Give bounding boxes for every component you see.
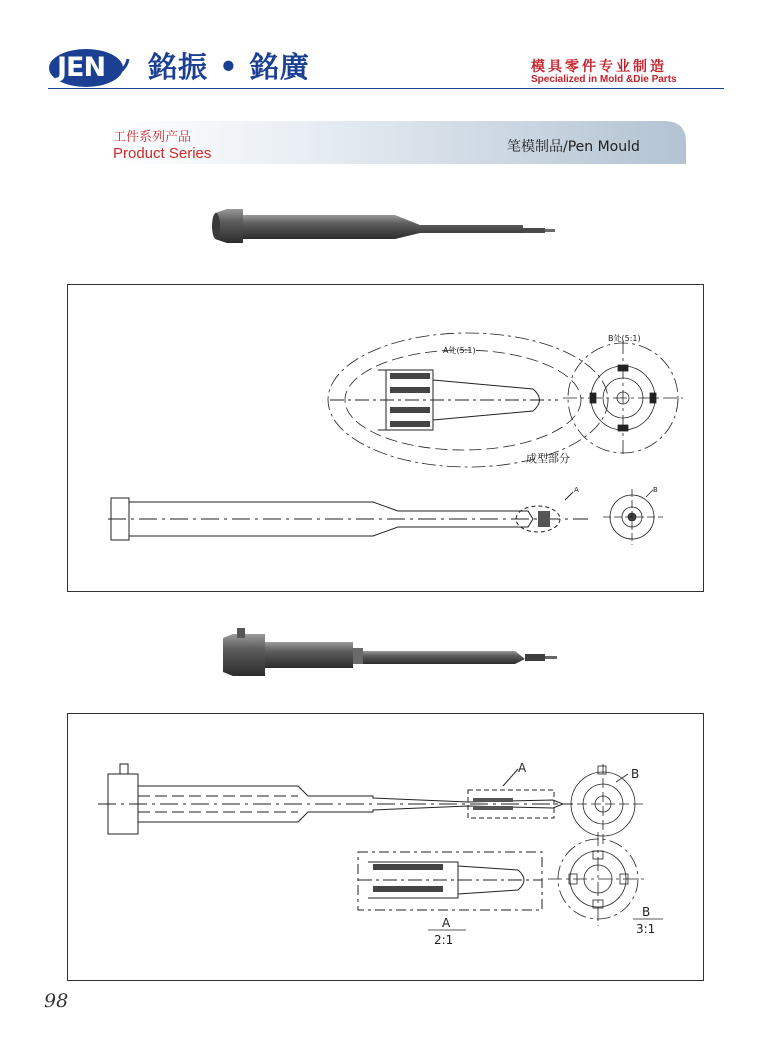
detail-a-name: A [442,916,451,930]
category-label: 笔模制品/Pen Mould [507,139,640,155]
pen-mould-pin-render-2 [215,624,565,682]
main-pin-drawing [108,492,588,540]
callout-a-2: A [518,761,527,775]
section-b-small [603,489,663,545]
detail-b-view-2 [548,832,651,926]
main-pin-drawing-2 [98,764,573,834]
detail-a-label: A处(5:1) [443,346,476,355]
header-divider [48,88,724,89]
logo-text: JEN [57,52,106,83]
detail-a-view-2 [358,852,542,910]
detail-b-scale: 3:1 [636,922,656,936]
pen-mould-pin-render-1 [205,203,565,253]
page-number: 98 [44,990,69,1012]
technical-drawing-2 [67,713,704,981]
callout-b-2: B [631,767,640,781]
callout-a: A [574,486,579,494]
technical-drawing-1 [67,284,704,592]
company-name: 銘振 • 銘廣 [148,50,310,84]
detail-a-scale: 2:1 [434,933,454,947]
tagline-english: Specialized in Mold &Die Parts [531,74,677,85]
detail-b-label: B处(5:1) [608,334,641,343]
series-title-english: Product Series [113,145,212,162]
series-title-chinese: 工件系列产品 [113,130,192,145]
detail-b-name: B [642,905,651,919]
forming-part-label: 成型部分 [526,452,570,465]
detail-a-cutter [330,370,558,430]
tagline-chinese: 模具零件专业制造 [531,59,667,75]
callout-b: B [653,486,658,494]
